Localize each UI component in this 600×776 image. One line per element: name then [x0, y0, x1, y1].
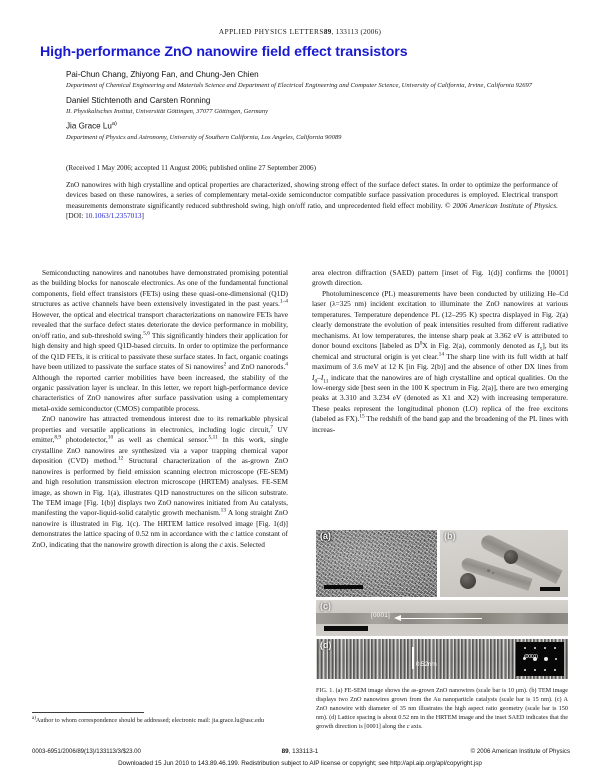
panel-b-au-catalyst-1 [504, 550, 518, 564]
author-group-3 [66, 121, 566, 142]
saed-spot [534, 669, 536, 671]
para-1-seg-5: Although the reported carrier mobilities have been increased, the stability of the organic passivation layer is unclear. In this letter, we report high-performance device characteristics of ZnO nanowires after surface passivation using a complementary metal-oxide semiconductor (CMOS) compatible process. [32, 372, 288, 413]
body-column-right [312, 268, 568, 435]
citation-ref-5-11[interactable]: 5,11 [208, 434, 218, 441]
saed-spot [534, 647, 536, 649]
citation-ref-7[interactable]: 7 [270, 424, 273, 431]
footer-download-notice: Downloaded 15 Jun 2010 to 143.89.46.199. Redistribution subject to AIP license or copyright; see http://apl.aip.org/apl/copyright.jsp [118, 760, 482, 767]
c-axis-italic-2: c [219, 539, 223, 549]
para-r2-dash: – [317, 372, 321, 382]
saed-spot [524, 669, 526, 671]
i-subscript-11: 11 [323, 378, 329, 384]
para-2-seg-6: Structural characterization of the as-grown ZnO nanowires is performed by field emission scanning electron microscope (FE-SEM) and high resolution transmission electron microscope (HRTEM) analyses. FE-SEM image, as shown in Fig. 1(a), illustrates Q1D nanostructures on the silicon substrate. The TEM image [Fig. 1(b)] displays two ZnO nanowires initiated from Au catalysts, manifesting the vapor-liquid-solid catalytic growth mechanism. [32, 456, 288, 518]
para-r2-seg-4: The sharp line with its full width at half maximum of 3.6 meV at 12 K [in Fig. 2(b)] and the absence of other DX lines from [312, 351, 568, 372]
page-footer [0, 748, 600, 758]
saed-spot [544, 657, 548, 661]
figure-panel-b-tem-image [440, 530, 568, 597]
doi-suffix: ] [141, 211, 144, 220]
journal-name: APPLIED PHYSICS LETTERS [218, 28, 324, 36]
para-1-seg-2: However, the optical and electrical transport characterizations on nanowire FETs have revealed that the surface defect states deteriorate the device performance in mobility, on/off ratio, and sub-threshold swing. [32, 309, 288, 340]
para-2-seg-4: as well as chemical sensor. [113, 435, 209, 445]
c-axis-italic-1: c [230, 529, 234, 539]
citation-ref-8-9[interactable]: 8,9 [54, 434, 62, 441]
affiliation-1: Department of Chemical Engineering and Materials Science and Department of Electrical Engineering and Computer Science, University of California, Irvine, California 92697 [66, 82, 533, 90]
author-group-1 [66, 70, 566, 90]
i-subscript-5: 5 [539, 346, 543, 353]
para-2-seg-8: lattice constant of ZnO, indicating that the nanowire growth direction is along the [32, 529, 288, 549]
citation-ref-15[interactable]: 15 [359, 413, 365, 420]
figure-panel-c-long-nanowire [316, 600, 568, 636]
saed-spot [555, 658, 557, 660]
footer-article-page: , 133113-1 [288, 748, 319, 755]
citation-ref-4[interactable]: 4 [285, 361, 288, 368]
footer-issn-price: 0003-6951/2006/89(13)/133113/3/$23.00 [32, 748, 141, 755]
para-r2-seg-2: X in Fig. 2(a), commonly denoted as [422, 341, 538, 351]
footer-copyright: © 2006 American Institute of Physics [470, 748, 570, 755]
saed-spot [524, 647, 526, 649]
received-line: (Received 1 May 2006; accepted 11 August 2006; published online 27 September 2006) [66, 164, 316, 172]
panel-a-label: (a) [320, 531, 331, 541]
i-symbol-2: I [312, 372, 315, 382]
corresponding-author-footnote [32, 717, 288, 726]
figure-1-caption-end: axis. [409, 722, 423, 730]
paragraph-photoluminescence [312, 289, 568, 435]
affiliation-2: II. Physikalisches Institut, Universität Göttingen, 37077 Göttingen, Germany [66, 107, 269, 115]
para-1-seg-4: and ZnO nanorods. [226, 362, 286, 372]
paragraph-intro [32, 268, 288, 414]
figure-1-caption-prefix: FIG. 1. [316, 687, 336, 694]
figure-1-panels [316, 530, 568, 679]
para-r2-seg-5: indicate that the nanowires are of high crystalline and optical qualities. On the low-energy side [best seen in the 100 K spectrum in Fig. 2(a)], there are two emerging peaks at 3.310 and 3.234 eV (denoted as X1 and X2) with increasing temperature. These peaks represent the longitudinal phonon (LO) replica of the free excitons (labeled as FX). [312, 372, 568, 424]
author-names-3 [66, 121, 566, 132]
panel-d-lattice-marker [412, 647, 414, 669]
i-subscript-0: 0 [314, 378, 318, 384]
citation-ref-1-4[interactable]: 1–4 [279, 298, 288, 305]
saed-spot [554, 647, 556, 649]
panel-c-label: (c) [320, 601, 331, 611]
para-2-seg-3: photodetector, [61, 435, 108, 445]
panel-c-arrow-line [400, 618, 482, 619]
panel-d-lattice-spacing-label: 0.52nm [416, 661, 437, 668]
citation-ref-13[interactable]: 13 [220, 507, 227, 514]
page-title: High-performance ZnO nanowire field effect transistors [40, 44, 408, 60]
panel-b-scale-bar [540, 587, 560, 592]
figure-panel-d-hrtem-lattice [316, 639, 568, 679]
para-r1-seg-1: area electron diffraction (SAED) pattern [inset of Fig. 1(d)] confirms the [0001] growth direction. [312, 268, 568, 288]
figure-1-top-row [316, 530, 568, 597]
para-2-seg-2: UV emitter, [32, 424, 288, 445]
para-r2-seg-3: ], but its chemical and structural origin is yet clear. [312, 341, 569, 361]
citation-ref-2[interactable]: 2 [223, 361, 227, 368]
panel-c-scale-bar [324, 626, 368, 631]
affiliation-3: Department of Physics and Astronomy, University of Southern California, Los Angeles, California 90089 [66, 133, 342, 141]
journal-header [0, 28, 600, 36]
authors-block [66, 70, 566, 147]
panel-b-speck-1 [487, 569, 490, 572]
paragraph-zno-interest [32, 414, 288, 550]
donor-superscript-0: 0 [419, 340, 423, 347]
journal-volume: 89 [323, 28, 332, 36]
panel-c-growth-direction-arrow-icon [394, 615, 482, 621]
abstract-body: ZnO nanowires with high crystalline and optical properties are characterized, showing strong effect of the surface defect states. In order to optimize the performance of devices based on these nanowires, a series of complementary metal-oxide semiconductor compatible surface passivation procedures is employed. Electrical transport measurements demonstrate significantly reduced subthreshold swing, high on/off ratio, and unprecedented field effect mobility. [66, 181, 558, 210]
doi-link[interactable]: 10.1063/1.2357013 [85, 211, 142, 220]
i-symbol-3: I [320, 372, 324, 382]
saed-spot [544, 669, 546, 671]
para-1-seg-1: Semiconducting nanowires and nanotubes have demonstrated promising potential as the building blocks for nanoscale electronics. As one of the fundamental functional components, field effect transistors (FETs) using these quasi-one-dimensional (Q1D) structures as active channels have been extensively investigated in the past years. [32, 268, 288, 309]
panel-b-label: (b) [444, 531, 456, 541]
para-2-seg-9: axis. Selected [222, 539, 265, 549]
footnote-marker: a) [32, 715, 36, 721]
figure-1 [316, 530, 568, 732]
abstract [66, 180, 558, 221]
figure-1-caption-c-axis: c [406, 722, 410, 730]
panel-c-direction-label: [0001] [371, 612, 390, 619]
figure-1-caption-text: (a) FE-SEM image shows the as-grown ZnO nanowires (scale bar is 10 μm). (b) TEM image displays two ZnO nanowires grown from the Au nanoparticle catalysts (scale bar is 15 nm). (c) A ZnO nanowire with diameter of 35 nm illustrates the high aspect ratio geometry (scale bar is 150 nm). (d) Lattice spacing is about 0.52 nm in the HRTEM image and the inset SAED indicates that the growth direction is [0001] along the [316, 687, 568, 730]
paragraph-saed [312, 268, 568, 289]
para-2-seg-1: ZnO nanowire has attracted tremendous interest due to its remarkable physical properties and versatile applications in electronics, including logic circuit, [32, 414, 288, 434]
footer-volume: 89 [281, 748, 289, 755]
journal-article-id: , 133113 (2006) [331, 28, 382, 36]
citation-ref-5-6[interactable]: 5,6 [143, 330, 150, 337]
corresponding-author-marker: a) [111, 121, 117, 128]
footnote-text: Author to whom correspondence should be addressed; electronic mail: jia.grace.lu@usc.edu [35, 717, 264, 724]
citation-ref-12[interactable]: 12 [117, 455, 124, 462]
i-symbol-1: I [537, 341, 540, 351]
panel-d-label: (d) [320, 640, 332, 650]
figure-1-caption [316, 687, 568, 732]
panel-a-scale-bar [324, 585, 363, 590]
doi-prefix: [DOI: [66, 211, 86, 220]
para-2-seg-7: A long straight ZnO nanowire is illustrated in Fig. 1(c). The HRTEM lattice resolved image [Fig. 1(d)] demonstrates the lattice spacing of 0.52 nm in accordance with the [32, 508, 288, 539]
abstract-copyright: © 2006 American Institute of Physics. [444, 201, 558, 210]
author-names-3-text: Jia Grace Lu [66, 121, 112, 131]
body-column-left [32, 268, 288, 550]
panel-b-au-catalyst-2 [460, 573, 476, 589]
author-group-2 [66, 96, 566, 116]
citation-ref-14[interactable]: 14 [438, 351, 445, 358]
citation-ref-10[interactable]: 10 [107, 434, 114, 441]
para-r2-seg-1: Photoluminescence (PL) measurements have been conducted by utilizing He–Cd laser (λ=325 nm) incident excitation to illuminate the ZnO nanowires at various temperatures. Temperature dependence PL (12–295 K) spectra displayed in Fig. 2(a) clearly demonstrate the evolution of peak intensities resulted from different radiative mechanisms. At low temperatures, the intense sharp peak at 3.362 eV is attributed to donor bound excitons [labeled as D [312, 288, 568, 351]
saed-plane-label: (0001) [524, 654, 538, 660]
figure-panel-a-sem-image [316, 530, 437, 597]
saed-spot [554, 669, 556, 671]
panel-d-saed-inset [516, 642, 564, 676]
para-1-seg-3: This significantly hinders their application for high density and high speed Q1D-based circuits. In order to optimize the performance of the Q1D FETs, it is critical to passivate these surface states. In fact, organic coatings have been utilized to passivate the surface states of Si nanowires [32, 330, 288, 372]
author-names-1: Pai-Chun Chang, Zhiyong Fan, and Chung-Jen Chien [66, 70, 259, 79]
saed-spot [544, 647, 546, 649]
footnote-divider [32, 712, 144, 713]
para-r2-seg-6: The redshift of the band gap and the broadening of the PL lines with increas- [312, 414, 569, 434]
author-names-2: Daniel Stichtenoth and Carsten Ronning [66, 95, 211, 105]
para-2-seg-5: In this work, single crystalline ZnO nanowires are synthesized via a vapor trapping chemical vapor deposition (CVD) method. [32, 435, 288, 466]
